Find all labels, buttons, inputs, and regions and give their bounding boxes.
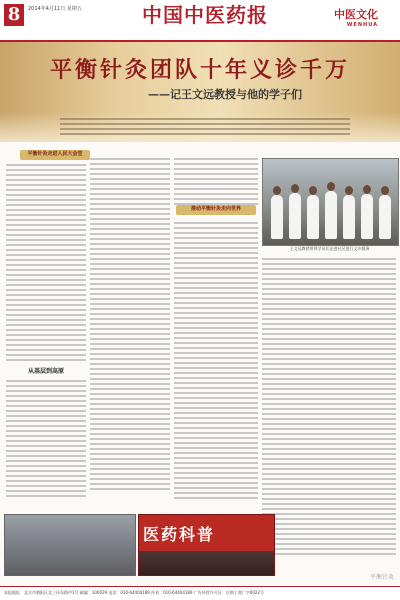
section-subhead: 平衡针灸走进人民大会堂: [20, 150, 90, 160]
article-subheadline: ——记王文远教授与他的学子们: [148, 88, 302, 101]
article-banner: [0, 42, 400, 142]
text-column-2: [90, 158, 170, 493]
watermark: 平衡针灸: [369, 574, 394, 581]
bottom-photo-banner: [138, 514, 275, 576]
footer-info: 本报地址：北京市朝阳区北三环东路甲1号 邮编：100029 电话：010-64404189 传真：010-64404189 广告经营许可证：京朝工商广字0022号: [4, 590, 264, 595]
bottom-photo-left: [4, 514, 136, 576]
section-title: 中医文化: [334, 8, 378, 21]
section-title-en: WENHUA: [346, 22, 378, 28]
section-subhead-3: 推动平衡针灸走向世界: [176, 205, 256, 215]
text-column-1: [6, 164, 86, 364]
issue-meta: 2014年4月11日 星期五: [28, 6, 82, 12]
photo-caption: 王文远教授带领学员们走进社区进行义诊服务: [289, 246, 370, 251]
group-photo: [262, 158, 399, 246]
text-column-4: [262, 258, 396, 558]
banner-sign-text: 医药科普: [143, 525, 216, 544]
section-subhead-2: 从基层到高原: [27, 368, 64, 375]
page-footer: [0, 586, 400, 600]
page-number: 8: [4, 4, 24, 26]
article-headline: 平衡针灸团队十年义诊千万: [49, 57, 350, 83]
text-column-3b: [174, 222, 258, 502]
text-column-3: [174, 158, 258, 208]
text-column-1b: [6, 380, 86, 500]
masthead-logo: 中国中医药报: [142, 3, 268, 27]
lead-paragraph: [60, 118, 350, 140]
page-header: [0, 0, 400, 42]
